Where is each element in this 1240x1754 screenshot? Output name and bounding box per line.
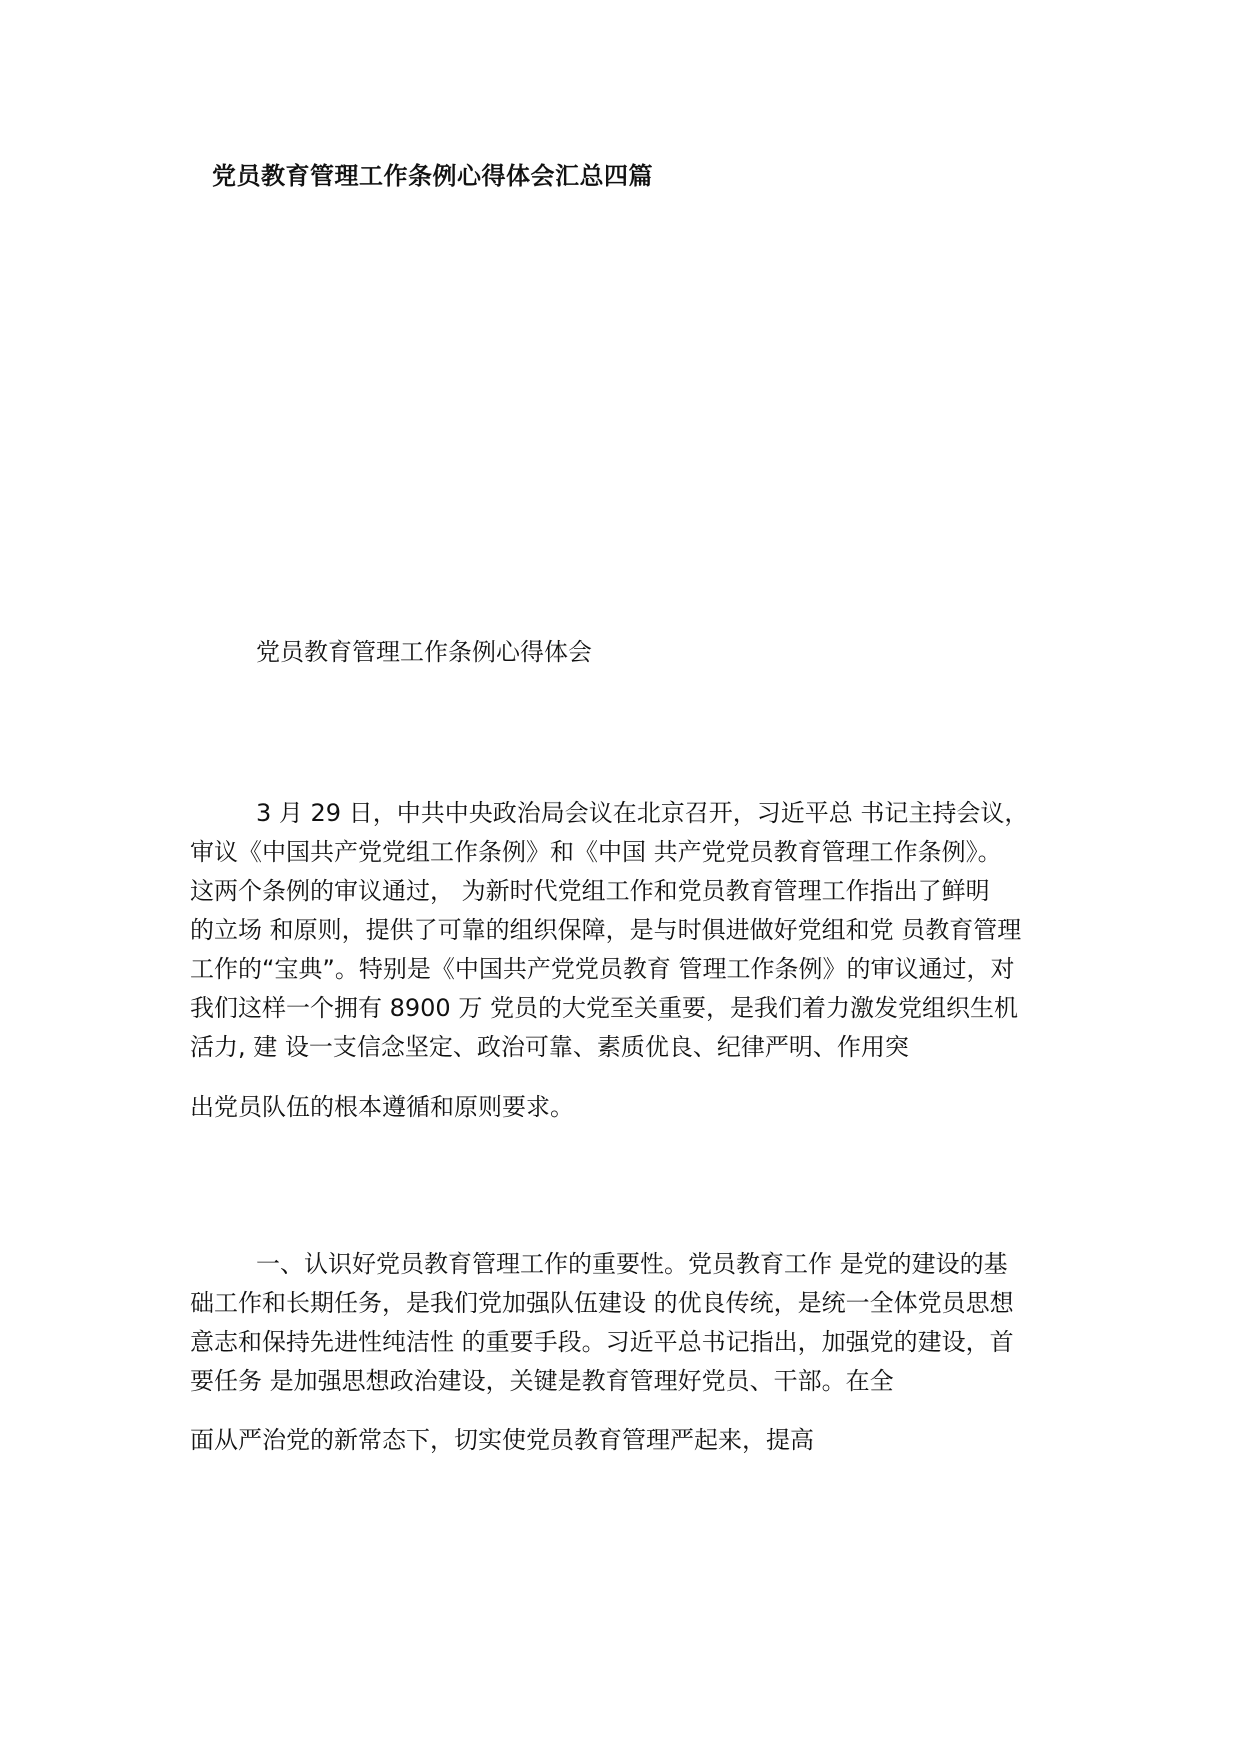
paragraph-1	[190, 794, 1070, 1067]
paragraph-2	[190, 1245, 1070, 1401]
paragraph-line: 审议《中国共产党党组工作条例》和《中国 共产党党员教育管理工作条例》。	[190, 838, 1002, 866]
paragraph-line: 工作的“宝典”。特别是《中国共产党党员教育 管理工作条例》的审议通过，对	[190, 955, 1015, 983]
paragraph-line: 意志和保持先进性纯洁性 的重要手段。习近平总书记指出，加强党的建设，首	[190, 1328, 1014, 1356]
paragraph-line: 出党员队伍的根本遵循和原则要求。	[190, 1093, 574, 1121]
paragraph-line: 一、认识好党员教育管理工作的重要性。党员教育工作 是党的建设的基	[256, 1250, 1008, 1278]
paragraph-line: 面从严治党的新常态下，切实使党员教育管理严起来，提高	[190, 1426, 814, 1454]
paragraph-2-continuation	[190, 1421, 1070, 1460]
paragraph-line: 要任务 是加强思想政治建设，关键是教育管理好党员、干部。在全	[190, 1367, 894, 1395]
paragraph-line: 活力, 建 设一支信念坚定、政治可靠、素质优良、纪律严明、作用突	[190, 1033, 909, 1061]
article-subtitle: 党员教育管理工作条例心得体会	[256, 638, 592, 666]
document-title: 党员教育管理工作条例心得体会汇总四篇	[212, 162, 653, 190]
paragraph-line: 我们这样一个拥有 8900 万 党员的大党至关重要，是我们着力激发党组织生机	[190, 994, 1018, 1022]
paragraph-1-continuation	[190, 1088, 1070, 1127]
paragraph-line: 这两个条例的审议通过， 为新时代党组工作和党员教育管理工作指出了鲜明	[190, 877, 990, 905]
paragraph-line: 3 月 29 日，中共中央政治局会议在北京召开，习近平总 书记主持会议，	[256, 799, 1029, 827]
paragraph-line: 础工作和长期任务，是我们党加强队伍建设 的优良传统，是统一全体党员思想	[190, 1289, 1014, 1317]
paragraph-line: 的立场 和原则，提供了可靠的组织保障，是与时俱进做好党组和党 员教育管理	[190, 916, 1022, 944]
